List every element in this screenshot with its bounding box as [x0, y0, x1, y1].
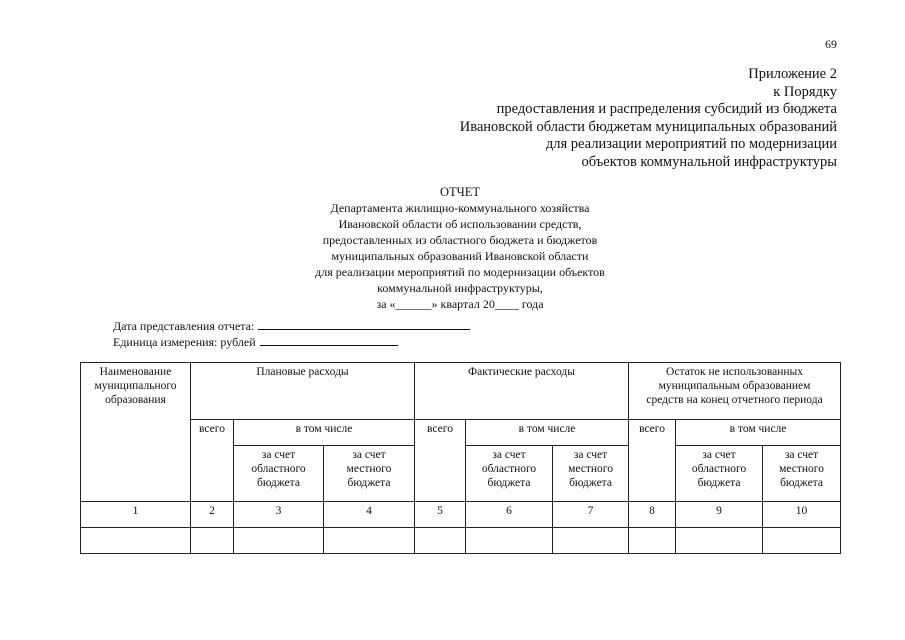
column-number: 10 — [763, 502, 841, 528]
report-subtitle-line: муниципальных образований Ивановской области — [331, 249, 589, 263]
col-header-remainder-local: за счет местного бюджета — [763, 446, 841, 502]
appendix-line: объектов коммунальной инфраструктуры — [581, 153, 837, 170]
column-number: 8 — [629, 502, 676, 528]
column-number: 3 — [234, 502, 324, 528]
submission-date-row — [113, 318, 470, 334]
appendix-line: к Порядку — [773, 83, 837, 100]
col-header-municipality: Наименование муниципального образования — [81, 363, 191, 502]
column-number: 5 — [415, 502, 466, 528]
col-header-planned-total: всего — [191, 420, 234, 502]
appendix-header — [277, 66, 837, 172]
unit-row — [113, 334, 398, 350]
data-cell-empty[interactable] — [763, 528, 841, 554]
data-cell-empty[interactable] — [629, 528, 676, 554]
column-number: 6 — [466, 502, 553, 528]
report-subtitle-line: предоставленных из областного бюджета и бюджетов — [322, 233, 598, 247]
report-subtitle-line: Ивановской области об использовании средств, — [338, 217, 582, 231]
data-cell-empty[interactable] — [415, 528, 466, 554]
report-table — [80, 362, 841, 554]
submission-date-blank[interactable] — [258, 318, 470, 330]
data-cell-empty[interactable] — [324, 528, 415, 554]
subheader-actual-including: в том числе — [466, 420, 629, 446]
col-header-planned-regional: за счет областного бюджета — [234, 446, 324, 502]
data-cell-empty[interactable] — [191, 528, 234, 554]
column-number: 4 — [324, 502, 415, 528]
report-subtitle-line: коммунальной инфраструктуры, — [377, 281, 543, 295]
group-header-actual: Фактические расходы — [415, 363, 629, 420]
page-number: 69 — [825, 37, 837, 51]
column-number: 9 — [676, 502, 763, 528]
data-cell-empty[interactable] — [466, 528, 553, 554]
data-cell-empty[interactable] — [234, 528, 324, 554]
data-cell-empty[interactable] — [553, 528, 629, 554]
data-cell-empty[interactable] — [676, 528, 763, 554]
report-heading — [160, 184, 760, 312]
subheader-planned-including: в том числе — [234, 420, 415, 446]
col-header-actual-local: за счет местного бюджета — [553, 446, 629, 502]
column-number: 1 — [81, 502, 191, 528]
subheader-remainder-including: в том числе — [676, 420, 841, 446]
appendix-line: Ивановской области бюджетам муниципальных образований — [459, 118, 837, 135]
report-period-line: за «______» квартал 20____ года — [376, 297, 544, 311]
appendix-line: для реализации мероприятий по модернизации — [545, 136, 837, 153]
submission-date-label: Дата представления отчета: — [113, 319, 255, 333]
report-subtitle-line: Департамента жилищно-коммунального хозяйства — [330, 201, 590, 215]
appendix-line: предоставления и распределения субсидий из бюджета — [496, 101, 837, 118]
unit-blank[interactable] — [260, 334, 398, 346]
column-number: 2 — [191, 502, 234, 528]
col-header-remainder-total: всего — [629, 420, 676, 502]
col-header-remainder-regional: за счет областного бюджета — [676, 446, 763, 502]
col-header-actual-total: всего — [415, 420, 466, 502]
col-header-planned-local: за счет местного бюджета — [324, 446, 415, 502]
report-subtitle-line: для реализации мероприятий по модернизации объектов — [315, 265, 605, 279]
unit-label: Единица измерения: рублей — [113, 335, 256, 349]
appendix-line: Приложение 2 — [748, 66, 837, 82]
column-number: 7 — [553, 502, 629, 528]
data-cell-empty[interactable] — [81, 528, 191, 554]
col-header-actual-regional: за счет областного бюджета — [466, 446, 553, 502]
group-header-planned: Плановые расходы — [191, 363, 415, 420]
group-header-remainder: Остаток не использованных муниципальным образованием средств на конец отчетного периода — [629, 363, 841, 420]
report-title: ОТЧЕТ — [439, 185, 481, 199]
